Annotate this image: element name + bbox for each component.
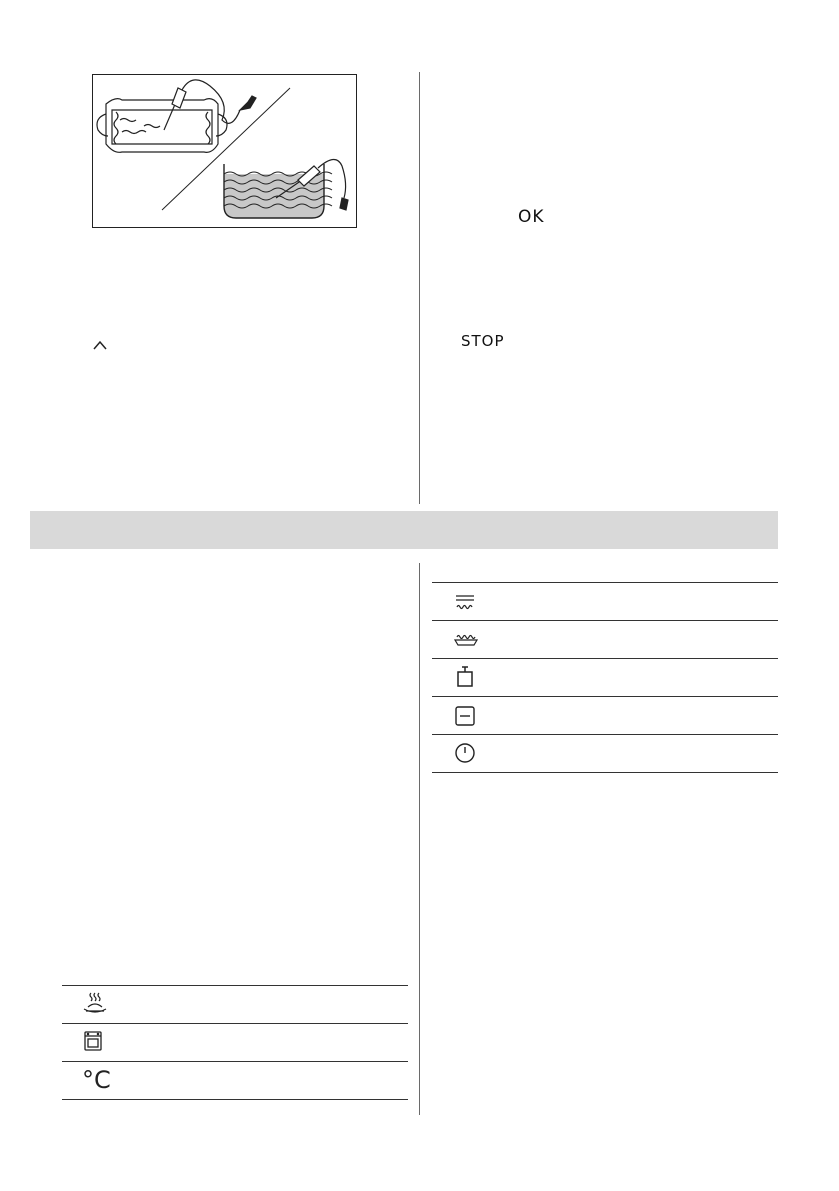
table-rule — [432, 734, 778, 735]
table-rule — [62, 1099, 408, 1100]
pizza-tray-icon — [454, 628, 480, 654]
table-rule — [62, 985, 408, 986]
ok-button-label: OK — [518, 207, 545, 227]
end-time-clock-icon — [454, 742, 480, 768]
table-rule — [62, 1023, 408, 1024]
right-symbol-table — [432, 582, 778, 774]
chevron-up-icon — [93, 335, 107, 345]
top-heat-icon — [454, 590, 480, 616]
stop-button-label: STOP — [461, 332, 505, 350]
table-rule — [432, 620, 778, 621]
column-divider-top — [419, 72, 420, 504]
table-rule — [62, 1061, 408, 1062]
table-rule — [432, 772, 778, 773]
table-rule — [432, 582, 778, 583]
duration-icon — [454, 705, 480, 731]
meat-probe-illustration — [92, 74, 357, 228]
timer-icon — [454, 665, 480, 691]
table-rule — [432, 658, 778, 659]
celsius-icon: °C — [82, 1066, 111, 1094]
steam-food-icon — [82, 991, 108, 1017]
oven-icon — [82, 1030, 108, 1056]
left-symbol-table — [62, 985, 408, 1101]
column-divider-bottom — [419, 563, 420, 1115]
table-rule — [432, 696, 778, 697]
section-header-bar — [30, 511, 778, 549]
